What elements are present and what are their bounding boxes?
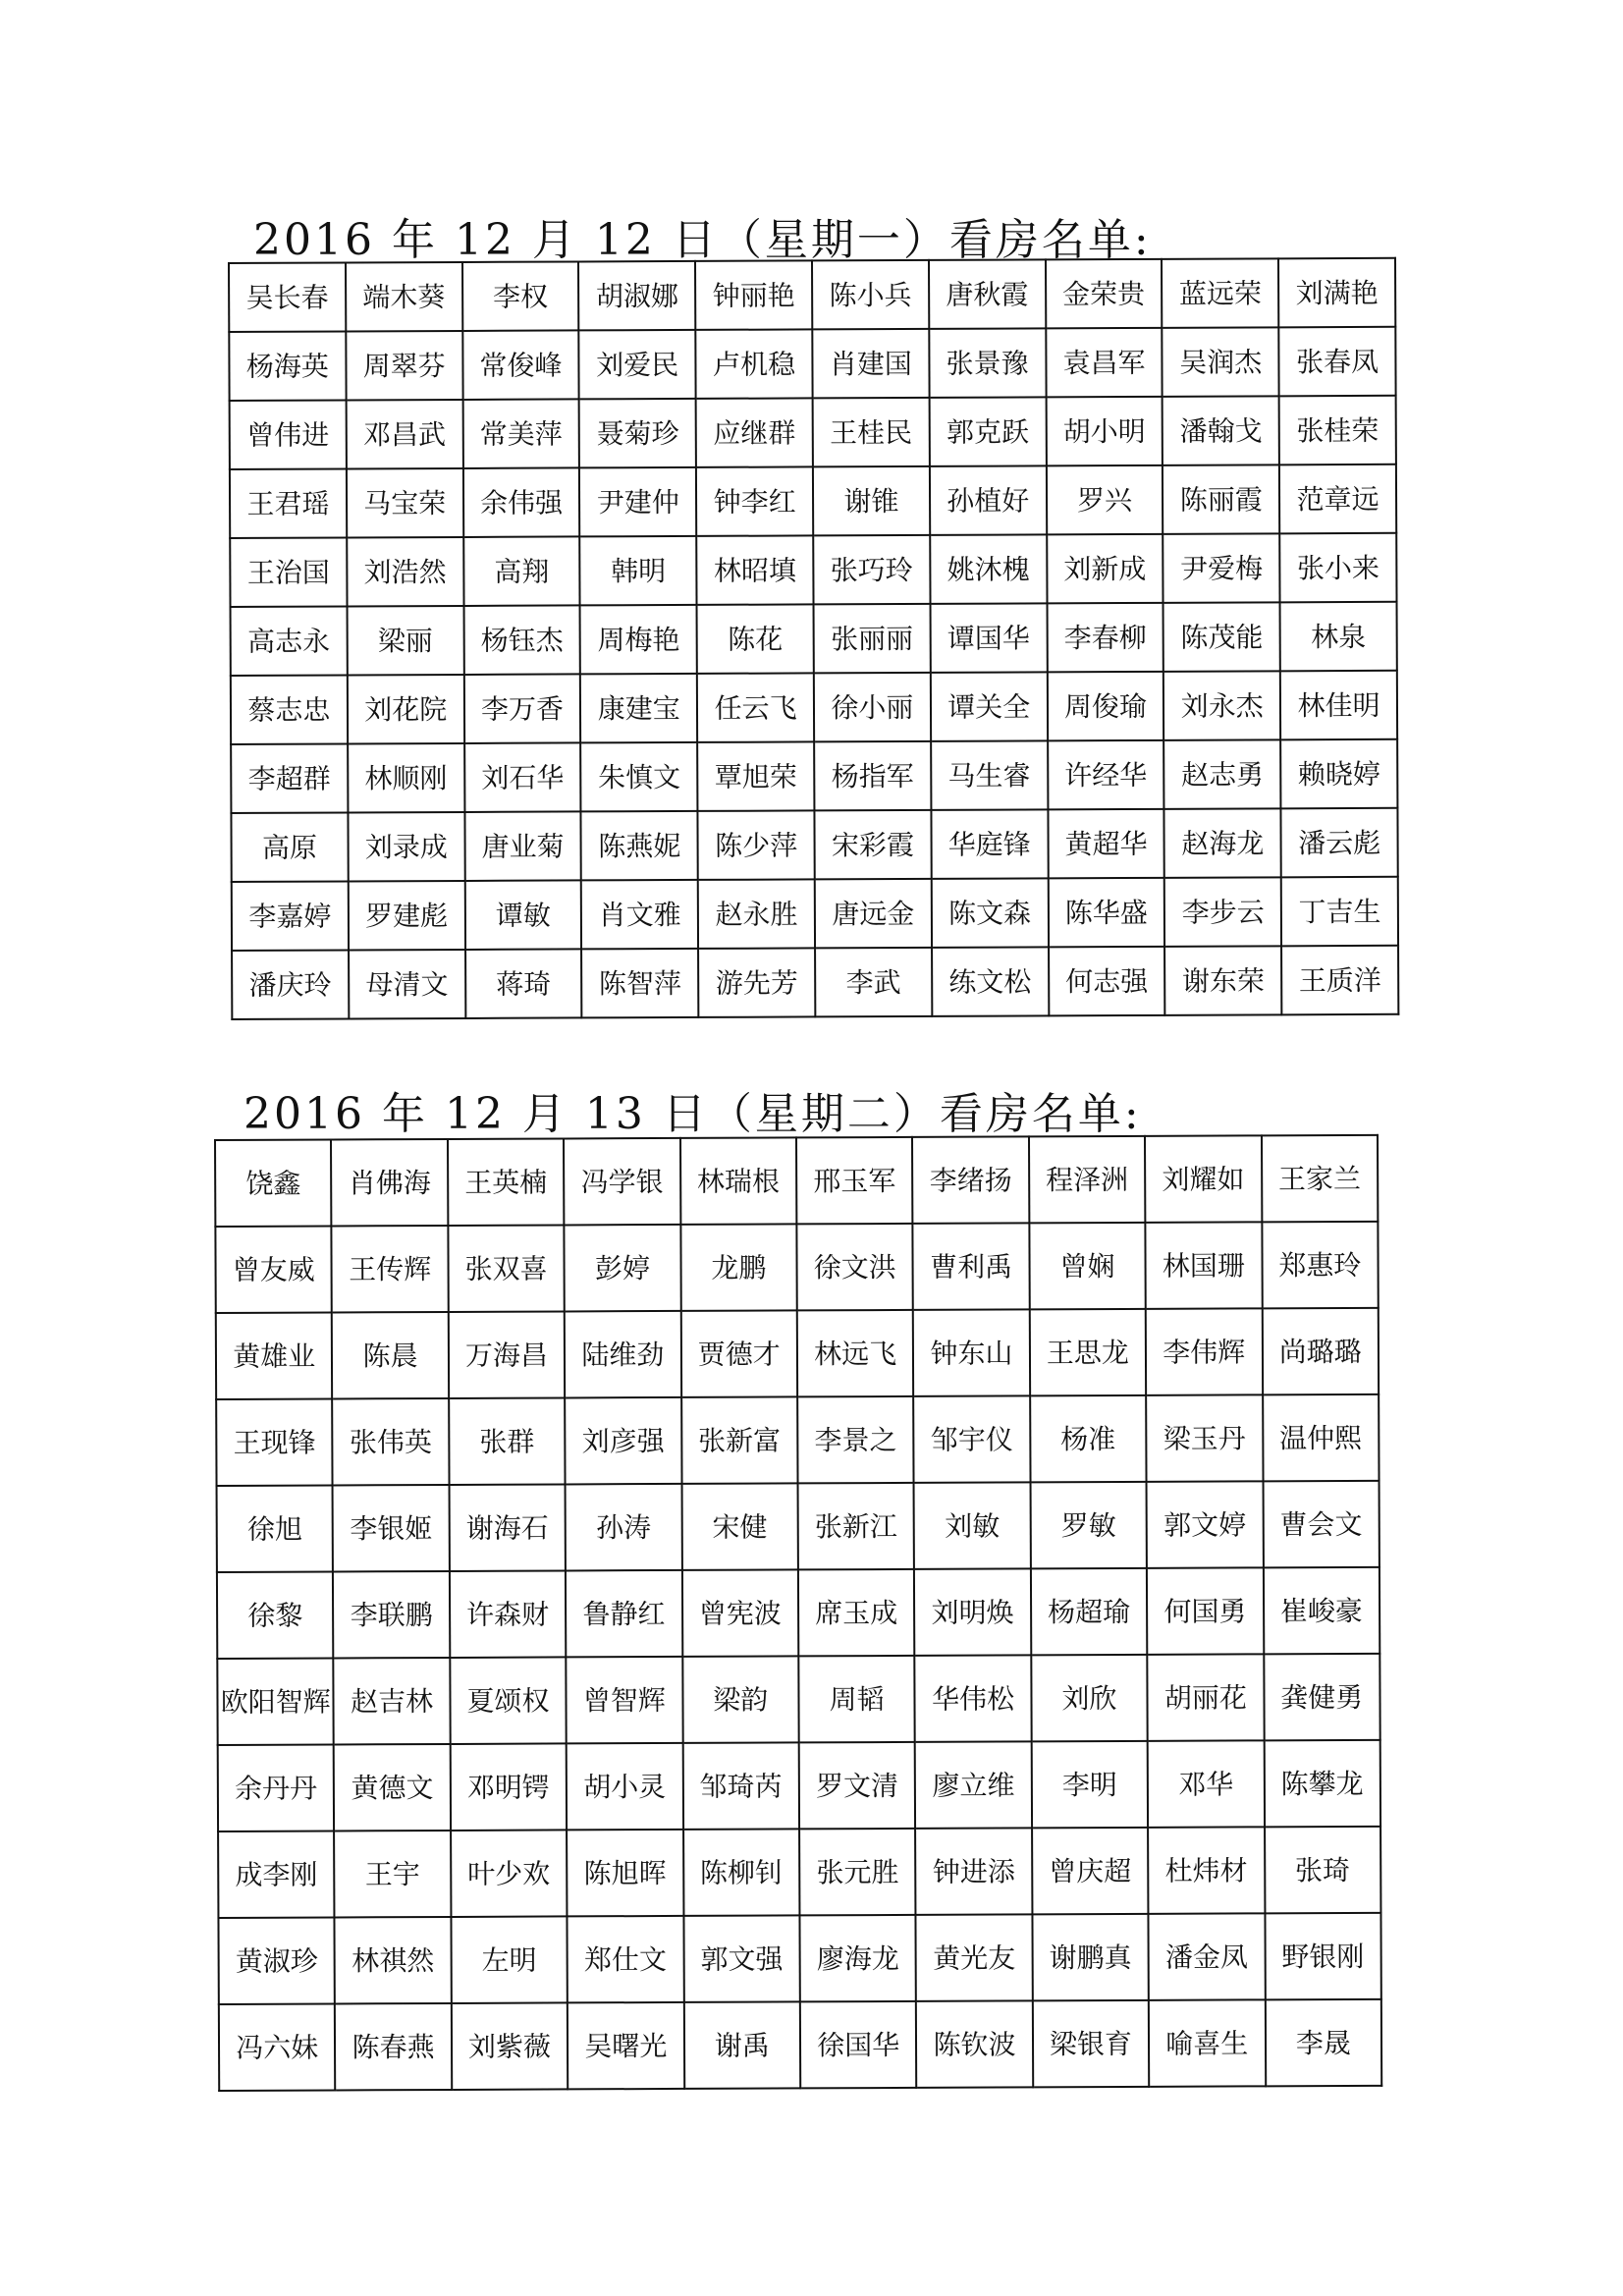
table-row [230, 396, 1396, 469]
name-cell: 刘满艳 [1278, 258, 1395, 328]
name-cell: 刘石华 [464, 742, 581, 812]
name-cell: 杨准 [1030, 1395, 1147, 1483]
name-cell: 赵志勇 [1164, 739, 1281, 809]
name-cell: 郭文强 [683, 1915, 800, 2002]
name-cell: 母清文 [349, 950, 465, 1019]
name-cell: 邓华 [1148, 1740, 1265, 1828]
name-cell: 周翠芬 [346, 331, 462, 401]
name-cell: 王现锋 [216, 1398, 333, 1486]
name-cell: 罗建彪 [349, 881, 465, 951]
table-row [216, 1308, 1379, 1399]
name-cell: 杨指军 [814, 741, 931, 811]
name-cell: 邹琦芮 [682, 1742, 799, 1830]
name-cell: 野银刚 [1265, 1913, 1381, 2000]
name-cell: 陈燕妮 [581, 811, 698, 881]
name-cell: 潘翰戈 [1163, 396, 1279, 465]
name-cell: 张巧玲 [813, 535, 930, 605]
name-cell: 李权 [462, 261, 579, 331]
name-cell: 曾友威 [215, 1226, 332, 1313]
name-cell: 罗兴 [1046, 465, 1163, 535]
name-cell: 刘录成 [348, 812, 464, 882]
name-cell: 邓昌武 [346, 400, 462, 469]
name-cell: 谢东荣 [1164, 946, 1281, 1015]
name-cell: 唐远金 [815, 879, 932, 949]
table-row [231, 808, 1397, 882]
name-cell: 许森财 [450, 1570, 567, 1658]
name-cell: 练文松 [932, 947, 1049, 1016]
table-row [230, 465, 1396, 538]
name-cell: 曾智辉 [566, 1657, 682, 1744]
name-cell: 赵吉林 [334, 1658, 451, 1745]
table-row [215, 1135, 1378, 1227]
name-cell: 蓝远荣 [1162, 258, 1278, 328]
name-cell: 华伟松 [915, 1655, 1032, 1742]
name-cell: 刘明焕 [914, 1568, 1031, 1656]
name-cell: 赵永胜 [698, 879, 815, 949]
table-row [232, 946, 1398, 1019]
name-cell: 胡小明 [1046, 397, 1163, 466]
name-cell: 曹会文 [1263, 1481, 1380, 1568]
name-cell: 姚沐槐 [930, 534, 1047, 604]
name-cell: 丁吉生 [1281, 877, 1398, 947]
name-cell: 梁玉丹 [1146, 1394, 1263, 1482]
table-row [231, 671, 1397, 744]
name-cell: 邢玉军 [796, 1137, 913, 1225]
name-cell: 肖佛海 [331, 1139, 448, 1227]
name-cell: 徐黎 [217, 1571, 334, 1659]
name-cell: 端木葵 [346, 262, 462, 332]
name-cell: 钟李红 [696, 466, 813, 536]
table-row [232, 877, 1398, 951]
name-cell: 陈智萍 [581, 949, 698, 1018]
name-cell: 胡丽花 [1147, 1654, 1264, 1741]
name-cell: 梁银育 [1033, 2000, 1150, 2088]
name-cell: 何国勇 [1147, 1567, 1264, 1655]
name-cell: 廖立维 [915, 1741, 1032, 1829]
name-cell: 聂菊珍 [579, 399, 696, 468]
name-cell: 饶鑫 [215, 1139, 332, 1227]
section-title-dec-12: 2016 年 12 月 12 日（星期一）看房名单: [253, 215, 1152, 265]
name-cell: 孙植好 [930, 465, 1047, 535]
name-cell: 陈旭晖 [567, 1830, 683, 1917]
name-cell: 宋彩霞 [814, 810, 931, 880]
table-row [216, 1394, 1379, 1486]
name-cell: 徐文洪 [796, 1224, 913, 1311]
name-table-dec-12 [228, 257, 1399, 1020]
table-row [231, 739, 1397, 813]
table-row [229, 327, 1395, 401]
name-cell: 罗敏 [1030, 1482, 1147, 1569]
name-cell: 高原 [231, 812, 348, 882]
name-cell: 谢鹏真 [1032, 1914, 1149, 2001]
name-cell: 贾德才 [680, 1310, 797, 1397]
name-cell: 郭文婷 [1147, 1481, 1264, 1568]
name-cell: 廖海龙 [799, 1915, 916, 2002]
name-cell: 潘金凤 [1149, 1913, 1266, 2000]
name-cell: 潘云彪 [1281, 808, 1398, 878]
name-cell: 张新富 [681, 1396, 798, 1484]
name-cell: 叶少欢 [451, 1830, 568, 1917]
name-cell: 张丽丽 [814, 604, 931, 674]
name-cell: 钟东山 [913, 1309, 1030, 1396]
name-cell: 何志强 [1049, 947, 1165, 1016]
name-cell: 陈华盛 [1048, 878, 1164, 948]
table-row [229, 258, 1395, 332]
name-cell: 任云飞 [697, 673, 814, 742]
table-row [217, 1481, 1380, 1572]
name-cell: 游先芳 [698, 948, 815, 1017]
name-cell: 黄德文 [334, 1744, 451, 1831]
name-cell: 金荣贵 [1046, 259, 1163, 329]
name-cell: 程泽洲 [1029, 1136, 1146, 1224]
name-cell: 蔡志忠 [231, 675, 348, 744]
name-cell: 林顺刚 [348, 743, 464, 813]
name-cell: 张元胜 [799, 1829, 916, 1916]
name-cell: 刘耀如 [1145, 1135, 1262, 1223]
name-cell: 胡小灵 [567, 1743, 683, 1831]
name-cell: 王君瑶 [230, 468, 347, 538]
name-cell: 潘庆玲 [232, 950, 349, 1019]
name-cell: 吴润杰 [1163, 327, 1279, 397]
name-cell: 刘敏 [914, 1482, 1031, 1569]
name-cell: 张景豫 [929, 328, 1046, 398]
name-cell: 马生睿 [931, 740, 1048, 810]
name-cell: 李明 [1031, 1741, 1148, 1829]
name-cell: 冯学银 [564, 1138, 680, 1226]
name-cell: 林泉 [1280, 602, 1397, 672]
name-cell: 华庭锋 [931, 809, 1048, 879]
name-cell: 杜炜材 [1148, 1827, 1265, 1914]
name-cell: 李伟辉 [1146, 1308, 1263, 1395]
name-cell: 黄光友 [916, 1914, 1033, 2001]
name-cell: 肖建国 [812, 329, 929, 399]
name-cell: 林远飞 [797, 1310, 914, 1397]
name-cell: 王治国 [230, 537, 347, 607]
name-cell: 周梅艳 [580, 605, 697, 675]
name-cell: 徐小丽 [814, 673, 931, 742]
name-cell: 刘欣 [1031, 1655, 1148, 1742]
name-cell: 肖文雅 [581, 880, 698, 950]
name-cell: 尹建仲 [579, 467, 696, 537]
name-cell: 尹爱梅 [1163, 533, 1280, 603]
name-cell: 陈茂能 [1163, 602, 1280, 672]
name-cell: 范章远 [1279, 465, 1396, 534]
name-cell: 陈少萍 [698, 810, 815, 880]
name-cell: 林祺然 [335, 1917, 452, 2004]
name-cell: 高志永 [231, 606, 348, 676]
name-cell: 陈钦波 [916, 2000, 1033, 2088]
name-cell: 赖晓婷 [1280, 739, 1397, 809]
name-cell: 王家兰 [1262, 1135, 1379, 1223]
name-cell: 郑仕文 [568, 1916, 684, 2003]
name-cell: 马宝荣 [347, 468, 463, 538]
table-row [217, 1654, 1380, 1745]
name-cell: 曾庆超 [1032, 1828, 1149, 1915]
name-cell: 龚健勇 [1264, 1654, 1380, 1741]
name-cell: 张群 [449, 1397, 566, 1485]
name-cell: 钟进添 [915, 1828, 1032, 1915]
name-cell: 李联鹏 [333, 1571, 450, 1659]
name-cell: 陈花 [697, 604, 814, 674]
name-cell: 谢锥 [813, 466, 930, 536]
name-cell: 张琦 [1265, 1827, 1381, 1914]
name-cell: 王桂民 [813, 398, 930, 467]
name-cell: 陈小兵 [812, 260, 929, 330]
name-cell: 鲁静红 [566, 1570, 682, 1658]
name-cell: 韩明 [580, 536, 697, 606]
name-cell: 郭克跃 [929, 397, 1046, 466]
name-cell: 成李刚 [218, 1831, 335, 1918]
name-cell: 邹宇仪 [913, 1395, 1030, 1483]
name-cell: 李春柳 [1047, 603, 1163, 673]
name-cell: 陈文森 [932, 878, 1049, 948]
name-cell: 罗文清 [799, 1742, 916, 1830]
name-cell: 张小来 [1279, 533, 1396, 603]
name-cell: 谭国华 [930, 603, 1047, 673]
name-cell: 李景之 [797, 1396, 914, 1484]
name-cell: 林佳明 [1280, 671, 1397, 740]
name-cell: 宋健 [681, 1483, 798, 1570]
name-cell: 周韬 [798, 1656, 915, 1743]
name-cell: 刘新成 [1047, 534, 1163, 604]
name-cell: 谭关全 [931, 672, 1048, 741]
name-cell: 刘彦强 [565, 1397, 681, 1485]
name-cell: 陈丽霞 [1163, 465, 1279, 534]
name-cell: 崔峻豪 [1263, 1567, 1380, 1655]
name-cell: 温仲熙 [1263, 1394, 1380, 1482]
name-cell: 许经华 [1048, 740, 1164, 810]
name-cell: 杨超瑜 [1031, 1568, 1148, 1656]
name-cell: 李晟 [1265, 1999, 1381, 2087]
table-row [218, 1740, 1380, 1831]
name-cell: 杨钰杰 [463, 605, 580, 675]
name-cell: 刘爱民 [579, 330, 696, 400]
name-cell: 谢海石 [449, 1484, 566, 1571]
name-cell: 袁昌军 [1046, 328, 1163, 398]
name-cell: 唐业菊 [464, 811, 581, 881]
name-cell: 曹利禹 [913, 1223, 1030, 1310]
name-cell: 王传辉 [332, 1226, 449, 1313]
name-cell: 吴长春 [229, 262, 346, 332]
name-cell: 欧阳智辉 [217, 1658, 334, 1745]
name-cell: 冯六妹 [219, 2003, 336, 2091]
name-cell: 应继群 [696, 398, 813, 467]
name-cell: 曾宪波 [681, 1569, 798, 1657]
name-cell: 张双喜 [448, 1225, 565, 1312]
name-cell: 王英楠 [448, 1138, 565, 1226]
name-table-dec-13 [214, 1134, 1382, 2092]
name-cell: 李步云 [1164, 877, 1281, 947]
name-cell: 唐秋霞 [929, 259, 1046, 329]
name-cell: 余伟强 [463, 467, 580, 537]
name-cell: 王宇 [334, 1831, 451, 1918]
name-cell: 刘浩然 [347, 537, 463, 607]
name-cell: 蒋琦 [465, 949, 582, 1018]
name-cell: 陈攀龙 [1264, 1740, 1380, 1828]
name-cell: 孙涛 [566, 1484, 682, 1571]
name-cell: 周俊瑜 [1047, 672, 1163, 741]
name-cell: 杨海英 [229, 331, 346, 401]
table-row [218, 1827, 1380, 1918]
name-cell: 余丹丹 [218, 1744, 335, 1831]
name-cell: 万海昌 [449, 1311, 566, 1398]
name-cell: 吴曙光 [568, 2002, 684, 2090]
name-cell: 徐旭 [217, 1485, 334, 1572]
name-cell: 喻喜生 [1149, 1999, 1266, 2087]
name-cell: 邓明锷 [450, 1743, 567, 1831]
name-cell: 黄雄业 [216, 1312, 333, 1399]
name-cell: 钟丽艳 [695, 260, 812, 330]
name-cell: 覃旭荣 [697, 741, 814, 811]
name-cell: 李绪扬 [912, 1136, 1029, 1224]
name-cell: 卢机稳 [695, 329, 812, 399]
table-row [217, 1567, 1380, 1659]
name-cell: 康建宝 [580, 674, 697, 743]
table-row [231, 602, 1397, 676]
name-cell: 张新江 [797, 1483, 914, 1570]
name-cell: 朱慎文 [581, 742, 698, 812]
name-cell: 席玉成 [798, 1569, 915, 1657]
name-cell: 王思龙 [1029, 1309, 1146, 1396]
name-cell: 夏颂权 [450, 1657, 567, 1744]
name-cell: 林国珊 [1146, 1222, 1263, 1309]
name-cell: 谭敏 [464, 880, 581, 950]
name-cell: 曾伟进 [230, 400, 347, 469]
table-row [215, 1222, 1378, 1313]
name-cell: 梁韵 [682, 1656, 799, 1743]
name-cell: 李万香 [463, 674, 580, 743]
name-cell: 张桂荣 [1279, 396, 1396, 465]
name-cell: 李嘉婷 [232, 881, 349, 951]
name-cell: 谢禹 [683, 2001, 800, 2089]
name-cell: 高翔 [463, 536, 580, 606]
name-cell: 刘花院 [348, 675, 464, 744]
name-cell: 陆维劲 [565, 1311, 681, 1398]
name-cell: 常美萍 [462, 399, 579, 468]
name-cell: 王质洋 [1281, 946, 1398, 1015]
name-cell: 黄超华 [1048, 809, 1164, 879]
name-cell: 左明 [451, 1916, 568, 2003]
name-cell: 陈晨 [332, 1312, 449, 1399]
name-cell: 刘永杰 [1163, 671, 1280, 740]
table-row [218, 1913, 1380, 2004]
name-cell: 林昭填 [696, 535, 813, 605]
name-cell: 徐国华 [800, 2001, 917, 2089]
name-cell: 李超群 [231, 743, 348, 813]
name-cell: 黄淑珍 [218, 1917, 335, 2004]
name-cell: 赵海龙 [1164, 808, 1281, 878]
name-cell: 李武 [815, 948, 932, 1017]
name-cell: 李银姬 [333, 1485, 450, 1572]
name-cell: 张春凤 [1278, 327, 1395, 397]
name-cell: 陈春燕 [335, 2003, 452, 2091]
name-cell: 常俊峰 [462, 330, 579, 400]
name-cell: 彭婷 [565, 1225, 681, 1312]
name-cell: 尚璐璐 [1262, 1308, 1379, 1395]
name-cell: 林瑞根 [680, 1137, 797, 1225]
name-cell: 郑惠玲 [1262, 1222, 1379, 1309]
name-cell: 龙鹏 [680, 1224, 797, 1311]
table-row [230, 533, 1396, 607]
name-cell: 陈柳钊 [683, 1829, 800, 1916]
name-cell: 梁丽 [347, 606, 463, 676]
name-cell: 张伟英 [333, 1398, 450, 1486]
name-cell: 胡淑娜 [578, 261, 695, 331]
name-cell: 刘紫薇 [452, 2002, 568, 2090]
section-title-dec-13: 2016 年 12 月 13 日（星期二）看房名单: [243, 1089, 1142, 1139]
table-row [219, 1999, 1381, 2091]
name-cell: 曾娴 [1029, 1223, 1146, 1310]
